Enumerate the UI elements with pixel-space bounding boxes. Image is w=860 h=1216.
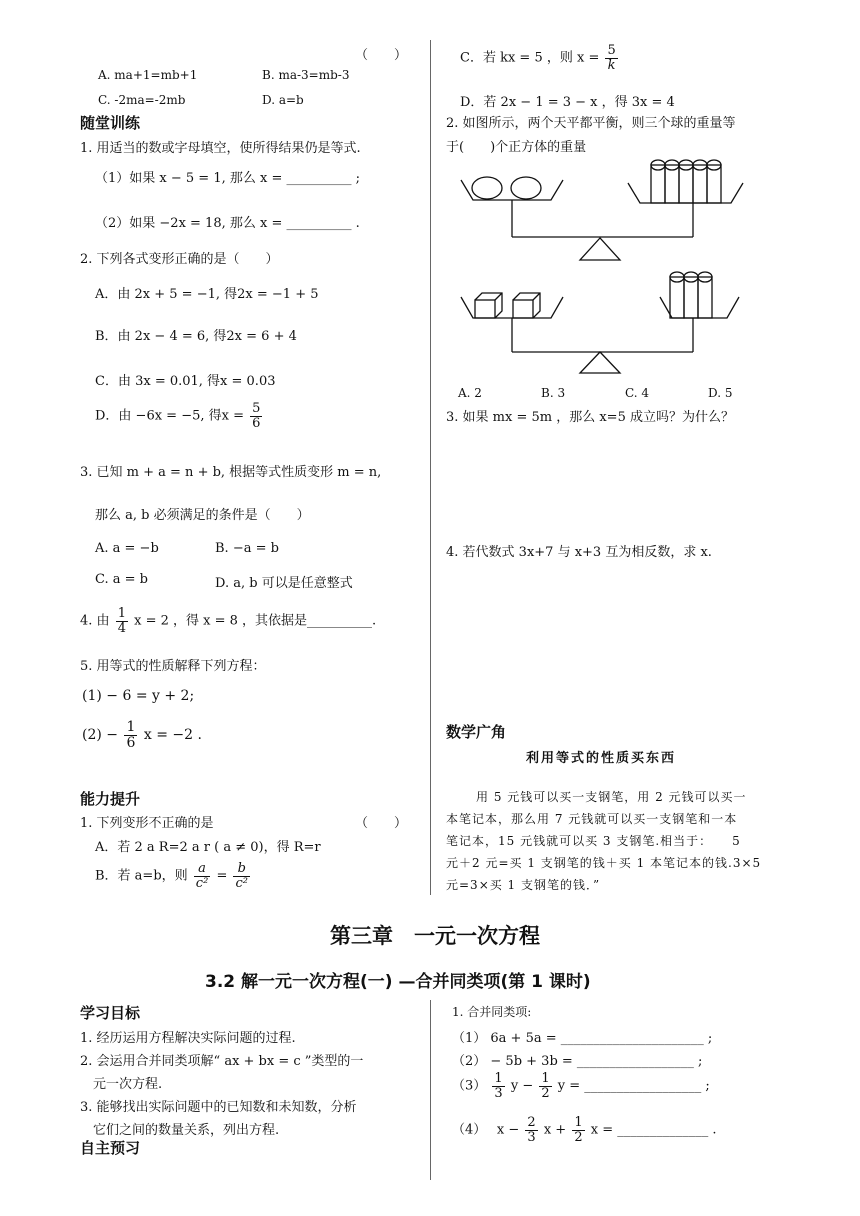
right-q2-opt-a: A. 2 [458, 386, 482, 400]
cylinder-icon [707, 165, 721, 203]
combine-item-2: （2） − 5b + 3b = __________________ ; [452, 1054, 703, 1069]
right-q2-opt-d: D. 5 [708, 386, 733, 400]
right-c-pre: C．若 kx = 5 ，则 x = [460, 50, 600, 66]
fulcrum-icon [580, 352, 620, 373]
fraction-numerator: a [194, 862, 211, 877]
math-corner-line-3: 笔记本，15 元钱就可以买 3 支钢笔.相当于： 5 [446, 834, 741, 848]
combine-item-1: （1） 6a + 5a = ______________________ ; [452, 1031, 713, 1046]
math-corner-heading: 数学广角 [446, 723, 507, 741]
combine-item-3 [452, 1072, 710, 1100]
q5-2-fraction [124, 720, 137, 750]
goal-3-cont: 它们之间的数量关系，列出方程. [93, 1123, 280, 1138]
cylinder-icon [684, 277, 698, 318]
q4-text-pre: 4. 由 [80, 613, 110, 629]
right-option-c [460, 44, 620, 72]
cylinder-icon [698, 277, 712, 318]
practice-q3-bb: B. −a = b [215, 541, 279, 556]
fraction-denominator: 3 [527, 1129, 536, 1145]
preview-heading: 自主预习 [80, 1139, 141, 1157]
fraction-numerator: 1 [541, 1071, 550, 1086]
fraction-numerator: 2 [527, 1115, 536, 1130]
goal-3: 3. 能够找出实际问题中的已知数和未知数，分析 [80, 1100, 357, 1115]
practice-q3-c: C. a = b [95, 572, 148, 587]
practice-q2: 2. 下列各式变形正确的是（ ） [80, 252, 279, 267]
ball-icon [472, 177, 502, 199]
combine-3-mid: y − [510, 1078, 534, 1094]
fulcrum-icon [580, 238, 620, 260]
option-a: A. ma+1=mb+1 [98, 68, 198, 82]
right-q2-line2: 于( )个正方体的重量 [446, 140, 587, 155]
fraction-numerator: 1 [117, 606, 126, 621]
option-c: C. -2ma=-2mb [98, 93, 186, 107]
right-c-fraction [605, 44, 617, 72]
math-corner-subtitle: 利用等式的性质买东西 [526, 751, 677, 766]
fraction-numerator: 5 [252, 401, 261, 416]
fraction-one-half [572, 1116, 584, 1144]
fraction-denominator: 6 [252, 415, 261, 431]
q5-2-post: x = −2 . [143, 727, 202, 744]
column-divider-top [430, 40, 431, 895]
q2-d-text: D．由 −6x = −5, 得x = [95, 408, 244, 424]
combine-4-post: x = ______________ . [590, 1122, 717, 1138]
q4-text-post: x = 2 ，得 x = 8 ，其依据是__________. [134, 613, 377, 629]
column-divider-bottom [430, 1000, 431, 1180]
ball-icon [511, 177, 541, 199]
right-q2-opt-c: C. 4 [625, 386, 650, 400]
cylinder-icon [693, 165, 707, 203]
equals-sign: = [216, 868, 228, 884]
cube-icon [475, 300, 495, 318]
practice-q2-c: C．由 3x = 0.01, 得x = 0.03 [95, 374, 276, 389]
practice-q5-2 [82, 720, 202, 750]
fraction-b-over-c2 [233, 862, 250, 890]
fraction-numerator: b [233, 862, 250, 877]
right-q3: 3. 如果 mx = 5m ，那么 x=5 成立吗？为什么？ [446, 410, 734, 425]
practice-q2-b: B．由 2x − 4 = 6, 得2x = 6 + 4 [95, 329, 297, 344]
practice-q1-1: （1）如果 x − 5 = 1, 那么 x = __________ ; [95, 171, 360, 186]
q5-2-pre: (2) − [82, 727, 119, 744]
practice-q3-d: D. a, b 可以是任意整式 [215, 576, 353, 591]
math-corner-line-4: 元＋2 元=买 1 支钢笔的钱＋买 1 本笔记本的钱.3×5 [446, 856, 762, 870]
q2-d-fraction [250, 402, 262, 430]
advance-q1-b [95, 862, 252, 890]
right-q2-opt-b: B. 3 [541, 386, 566, 400]
option-d: D. a=b [262, 93, 304, 107]
goal-2: 2. 会运用合并同类项解“ ax + bx = c ”类型的一 [80, 1054, 364, 1069]
fraction-one-half [539, 1072, 551, 1100]
math-corner-line-2: 本笔记本，那么用 7 元钱就可以买一支钢笔和一本 [446, 812, 738, 826]
section-title: 3.2 解一元一次方程(一) —合并同类项(第 1 课时) [205, 972, 591, 992]
fraction-one-third [492, 1072, 504, 1100]
cylinder-icon [651, 165, 665, 203]
fraction-a-over-c2 [194, 862, 211, 890]
question-paren: （ ） [355, 48, 408, 63]
cylinder-icon [665, 165, 679, 203]
practice-q3: 3. 已知 m + a = n + b, 根据等式性质变形 m = n, [80, 465, 382, 480]
advance-q1-a: A．若 2 a R=2 a r ( a ≠ 0)，得 R=r [95, 840, 321, 855]
practice-q2-a: A．由 2x + 5 = −1, 得2x = −1 + 5 [95, 287, 319, 302]
option-b: B. ma-3=mb-3 [262, 68, 350, 82]
practice-q1: 1. 用适当的数或字母填空，使所得结果仍是等式. [80, 141, 361, 156]
fraction-denominator: c² [195, 875, 209, 891]
right-q4: 4. 若代数式 3x+7 与 x+3 互为相反数，求 x. [446, 545, 712, 560]
fraction-denominator: k [607, 57, 616, 73]
fraction-denominator: c² [235, 875, 248, 891]
combine-3-pre: （3） [452, 1078, 487, 1094]
practice-q5: 5. 用等式的性质解释下列方程： [80, 659, 266, 674]
fraction-numerator: 1 [494, 1071, 503, 1086]
advance-q1-b-pre: B．若 a=b，则 [95, 868, 188, 884]
advance-q1: 1. 下列变形不正确的是 [80, 816, 214, 831]
cylinder-icon [679, 165, 693, 203]
combine-4-mid: x + [543, 1122, 567, 1138]
fraction-two-thirds [525, 1116, 537, 1144]
math-corner-line-1: 用 5 元钱可以买一支钢笔，用 2 元钱可以买一 [476, 790, 747, 804]
goals-heading: 学习目标 [80, 1004, 141, 1022]
fraction-numerator: 1 [574, 1115, 583, 1130]
right-option-d: D．若 2x − 1 = 3 − x ，得 3x = 4 [460, 95, 675, 110]
fraction-denominator: 3 [494, 1085, 503, 1101]
practice-q3-b: 那么 a, b 必须满足的条件是（ ） [95, 508, 310, 523]
practice-q3-a: A. a = −b [95, 541, 159, 556]
balance-scales-figure [455, 155, 785, 380]
practice-q5-1: (1) − 6 = y + 2; [82, 688, 195, 704]
cylinder-icon [670, 277, 684, 318]
fraction-denominator: 6 [126, 734, 136, 751]
goal-2-cont: 元一次方程. [93, 1077, 163, 1092]
chapter-title: 第三章 一元一次方程 [330, 924, 540, 948]
advance-q1-paren: （ ） [355, 816, 408, 831]
combine-4-pre: （4） x − [452, 1122, 520, 1138]
right-q2-line1: 2. 如图所示，两个天平都平衡，则三个球的重量等 [446, 116, 736, 131]
combine-3-post: y = __________________ ; [557, 1078, 710, 1094]
cube-icon [513, 300, 533, 318]
practice-q4 [80, 607, 376, 635]
combine-heading: 1. 合并同类项: [452, 1005, 532, 1019]
advance-heading: 能力提升 [80, 790, 141, 808]
practice-q1-2: （2）如果 −2x = 18, 那么 x = __________ . [95, 216, 360, 231]
practice-heading: 随堂训练 [80, 114, 141, 132]
math-corner-line-5: 元=3×买 1 支钢笔的钱．” [446, 878, 601, 892]
practice-q2-d [95, 402, 264, 430]
combine-item-4 [452, 1116, 717, 1144]
goal-1: 1. 经历运用方程解决实际问题的过程. [80, 1031, 296, 1046]
fraction-denominator: 4 [117, 620, 126, 636]
fraction-denominator: 2 [541, 1085, 550, 1101]
fraction-numerator: 1 [126, 719, 136, 735]
q4-fraction [116, 607, 128, 635]
fraction-denominator: 2 [574, 1129, 583, 1145]
fraction-numerator: 5 [607, 43, 616, 58]
